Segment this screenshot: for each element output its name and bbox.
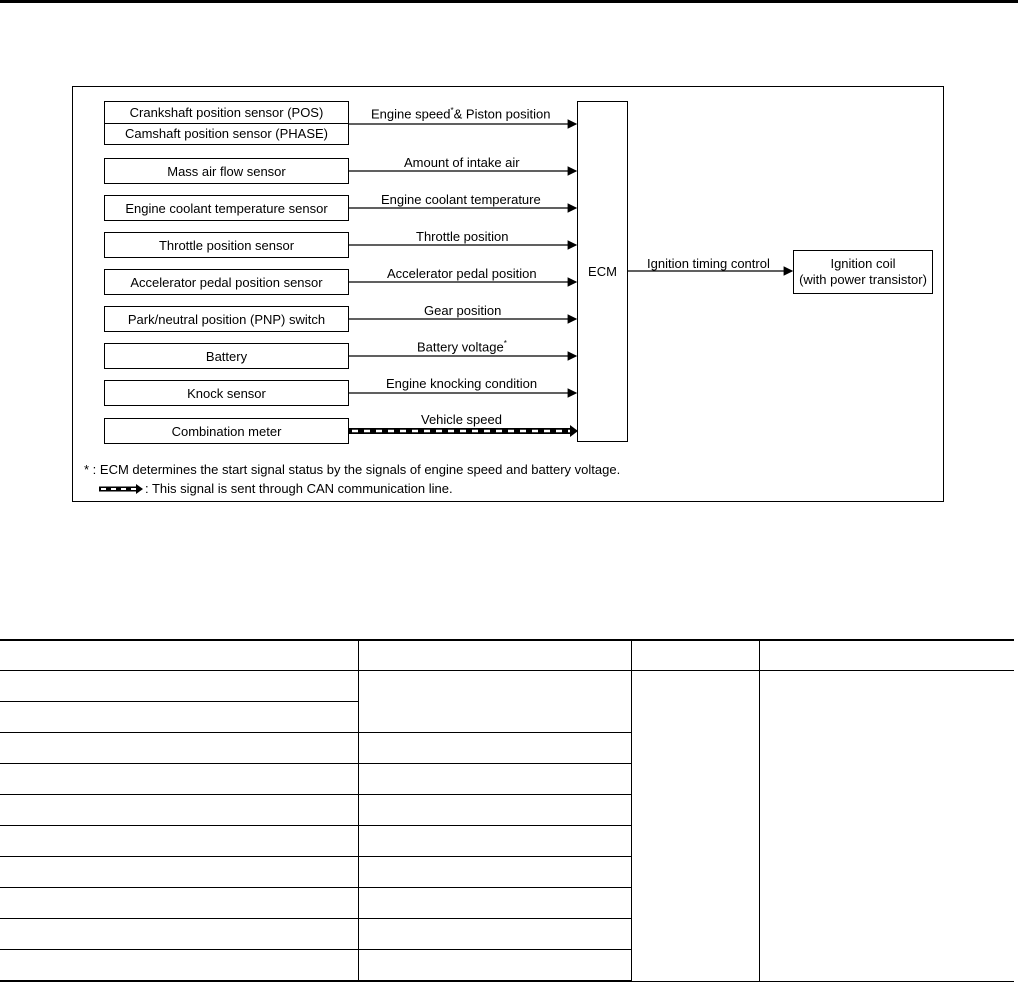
table-cell [0, 826, 358, 857]
table-cell [0, 733, 358, 764]
sensor-label: Accelerator pedal position sensor [130, 274, 323, 290]
table-header-cell [759, 640, 1014, 671]
output-device-line1: Ignition coil [830, 256, 896, 271]
table-cell [0, 888, 358, 919]
ecm-box [577, 101, 628, 442]
signal-label-intake-air: Amount of intake air [404, 155, 520, 170]
signal-label-coolant-temp: Engine coolant temperature [381, 192, 541, 207]
sensor-box-combination-meter [104, 418, 349, 444]
ignition-coil-box [793, 250, 933, 294]
ecm-label: ECM [588, 264, 617, 279]
sensor-box-ect [104, 195, 349, 221]
table-cell [631, 671, 759, 982]
sensor-label: Mass air flow sensor [167, 163, 286, 179]
signal-label-vehicle-speed: Vehicle speed [421, 412, 502, 427]
table-cell [759, 671, 1014, 982]
table-header-row [0, 640, 1014, 671]
signal-label-throttle-position: Throttle position [416, 229, 509, 244]
table-cell [358, 795, 631, 826]
sensor-box-crank-cam [104, 101, 349, 145]
table-cell [358, 950, 631, 982]
sensor-label: Battery [205, 348, 248, 364]
table-cell [0, 795, 358, 826]
signal-label-ignition-timing: Ignition timing control [647, 256, 770, 271]
sensor-box-tps [104, 232, 349, 258]
signal-label-battery-voltage: Battery voltage* [417, 339, 507, 355]
table-row [0, 671, 1014, 702]
table-cell [358, 888, 631, 919]
table-cell [358, 919, 631, 950]
signal-label-engine-speed: Engine speed*& Piston position [371, 106, 551, 122]
table-cell [358, 671, 631, 733]
signal-label-knock: Engine knocking condition [386, 376, 538, 391]
signal-label-gear-position: Gear position [424, 303, 502, 318]
sensor-label: Crankshaft position sensor (POS) [129, 104, 324, 120]
sensor-box-battery [104, 343, 349, 369]
output-device-line2: (with power transistor) [799, 272, 927, 287]
spec-table [0, 639, 1014, 982]
sensor-label: Throttle position sensor [158, 237, 295, 253]
table-cell [0, 950, 358, 982]
table-cell [358, 733, 631, 764]
sensor-label: Engine coolant temperature sensor [125, 200, 328, 216]
table-header-cell [631, 640, 759, 671]
sensor-label: Park/neutral position (PNP) switch [127, 311, 326, 327]
table-cell [0, 919, 358, 950]
footnote-asterisk: * : ECM determines the start signal status by the signals of engine speed and battery voltage. [84, 462, 621, 477]
sensor-box-pnp [104, 306, 349, 332]
sensor-label: Camshaft position sensor (PHASE) [105, 123, 348, 144]
table-cell [0, 764, 358, 795]
signal-label-accelerator-position: Accelerator pedal position [387, 266, 537, 281]
sensor-box-maf [104, 158, 349, 184]
table-cell [0, 857, 358, 888]
table-cell [358, 857, 631, 888]
table-cell [0, 671, 358, 702]
table-header-cell [358, 640, 631, 671]
table-header-cell [0, 640, 358, 671]
table-cell [358, 764, 631, 795]
footnote-can: : This signal is sent through CAN communication line. [145, 481, 453, 496]
sensor-box-apps [104, 269, 349, 295]
sensor-label: Combination meter [171, 423, 282, 439]
table-cell [358, 826, 631, 857]
sensor-box-knock [104, 380, 349, 406]
table-cell [0, 702, 358, 733]
sensor-label: Knock sensor [187, 385, 266, 401]
